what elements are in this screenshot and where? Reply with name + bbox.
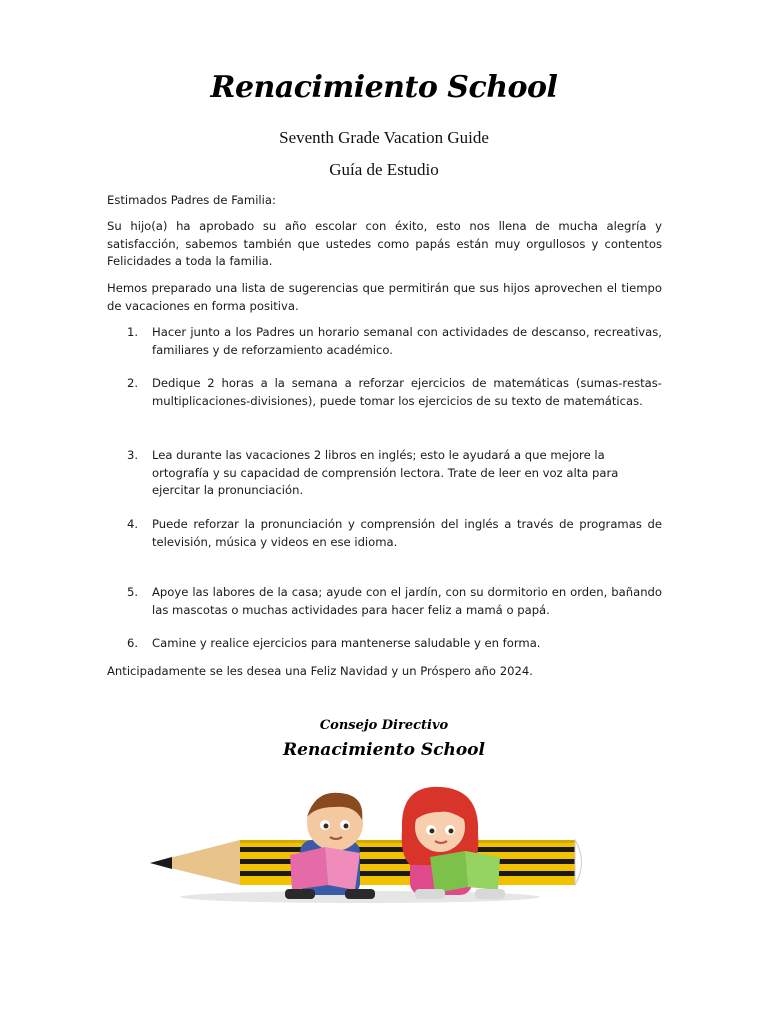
paragraph-2: Hemos preparado una lista de sugerencias que permitirán que sus hijos aprovechen el tiempo de vacaciones en forma positiva. [107, 281, 662, 313]
list-number: 6. [127, 636, 139, 650]
list-number: 4. [127, 517, 139, 531]
list-number: 5. [127, 585, 139, 599]
list-item [107, 516, 662, 551]
list-item [107, 635, 662, 653]
list-item [107, 375, 662, 410]
subtitle-english: Seventh Grade Vacation Guide [279, 128, 489, 147]
signature-school: Renacimiento School [283, 740, 485, 760]
kids-reading-pencil-illustration [150, 785, 590, 915]
list-number: 1. [127, 325, 139, 339]
list-text: Dedique 2 horas a la semana a reforzar ejercicios de matemáticas (sumas-restas-multiplicaciones-divisiones), puede tomar los ejercicios de su texto de matemáticas. [152, 376, 662, 408]
greeting: Estimados Padres de Familia: [107, 193, 276, 207]
list-text: Camine y realice ejercicios para mantenerse saludable y en forma. [152, 636, 541, 650]
list-item [107, 447, 662, 500]
list-text: Lea durante las vacaciones 2 libros en inglés; esto le ayudará a que mejore la ortografía y su capacidad de comprensión lectora. Trate de leer en voz alta para ejercitar la pronunciación. [152, 448, 619, 497]
school-title: Renacimiento School [210, 70, 558, 105]
subtitle-spanish: Guía de Estudio [329, 160, 439, 179]
list-item [107, 584, 662, 619]
closing-line: Anticipadamente se les desea una Feliz Navidad y un Próspero año 2024. [107, 664, 533, 678]
list-text: Hacer junto a los Padres un horario semanal con actividades de descanso, recreativas, familiares y de reforzamiento académico. [152, 325, 662, 357]
paragraph-1: Su hijo(a) ha aprobado su año escolar con éxito, esto nos llena de mucha alegría y satisfacción, sabemos también que ustedes como papás están muy orgullosos y contentos Felicidades a toda la familia. [107, 219, 662, 268]
list-item [107, 324, 662, 359]
list-number: 3. [127, 448, 139, 462]
list-text: Puede reforzar la pronunciación y comprensión del inglés a través de programas de televisión, música y videos en ese idioma. [152, 517, 662, 549]
list-number: 2. [127, 376, 139, 390]
signature-council: Consejo Directivo [319, 718, 449, 733]
list-text: Apoye las labores de la casa; ayude con el jardín, con su dormitorio en orden, bañando las mascotas o muchas actividades para hacer feliz a mamá o papá. [152, 585, 662, 617]
